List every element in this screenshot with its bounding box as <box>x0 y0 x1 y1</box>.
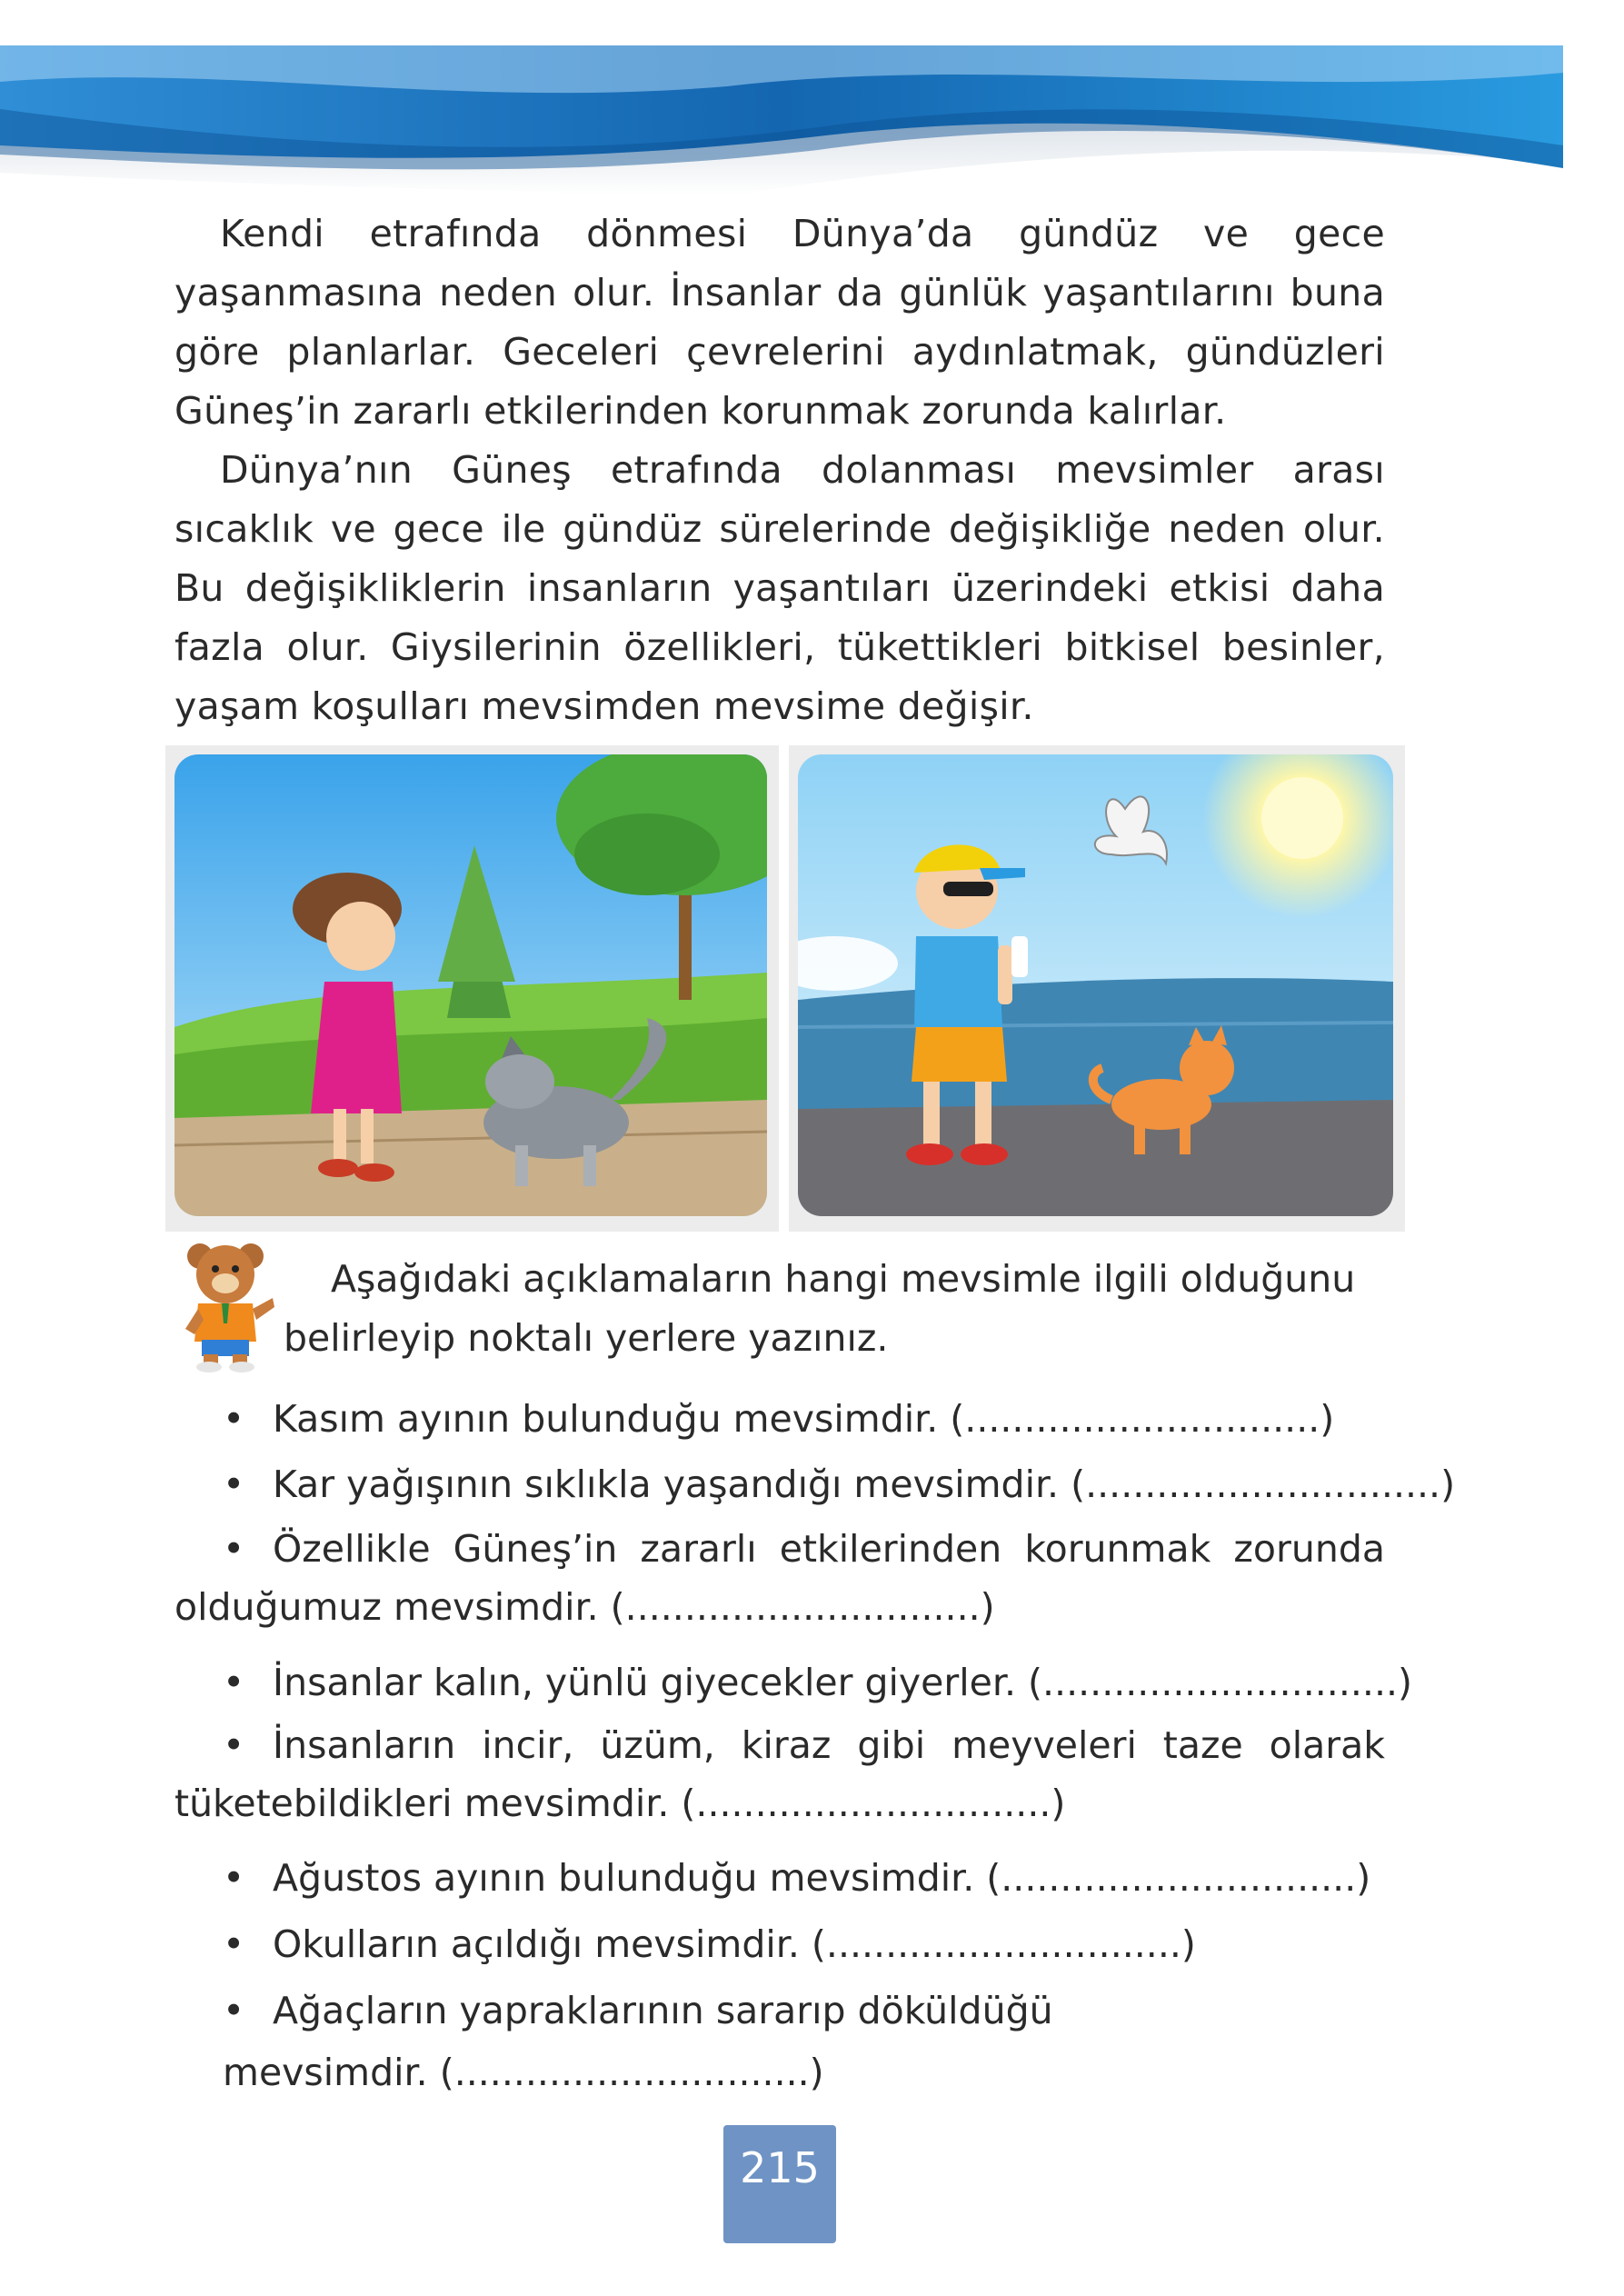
question-text: İnsanların incir, üzüm, kiraz gibi meyveleri taze olarak tüketebildikleri mevsimdir. (..............................) <box>174 1723 1385 1825</box>
page-number-badge <box>723 2125 836 2243</box>
question-text: Kar yağışının sıklıkla yaşandığı mevsimdir. (..............................) <box>273 1462 1456 1506</box>
question-item <box>223 1912 1196 1977</box>
bullet-icon: • <box>223 1922 245 1966</box>
question-text: Okulların açıldığı mevsimdir. (..............................) <box>273 1922 1196 1966</box>
paragraph-revolution <box>174 441 1385 736</box>
bullet-icon: • <box>223 1723 245 1767</box>
activity-instruction-text: Aşağıdaki açıklamaların hangi mevsimle ilgili olduğunu belirleyip noktalı yerlere yazınız. <box>284 1257 1356 1360</box>
question-item <box>174 1716 1385 1832</box>
question-item <box>223 1845 1370 1911</box>
question-text: İnsanlar kalın, yünlü giyecekler giyerler. (..............................) <box>273 1661 1413 1704</box>
bullet-icon: • <box>223 1989 245 2032</box>
question-text: Özellikle Güneş’in zararlı etkilerinden korunmak zorunda olduğumuz mevsimdir. (..............................) <box>174 1527 1385 1629</box>
bear-mascot-icon <box>174 1236 276 1373</box>
illustration-summer-frame <box>789 745 1405 1232</box>
bullet-icon: • <box>223 1462 245 1506</box>
page-number: 215 <box>740 2143 820 2192</box>
illustration-summer <box>798 754 1393 1216</box>
activity-instruction <box>284 1250 1388 1368</box>
bullet-icon: • <box>223 1856 245 1900</box>
question-item <box>223 1386 1334 1452</box>
bullet-icon: • <box>223 1397 245 1441</box>
question-text: Ağustos ayının bulunduğu mevsimdir. (..............................) <box>273 1856 1371 1900</box>
paragraph-rotation <box>174 205 1385 441</box>
illustration-autumn <box>174 754 767 1216</box>
question-text: Kasım ayının bulunduğu mevsimdir. (..............................) <box>273 1397 1335 1441</box>
header-wave-banner <box>0 0 1624 209</box>
question-item <box>223 1452 1455 1517</box>
bullet-icon: • <box>223 1661 245 1704</box>
bullet-icon: • <box>223 1527 245 1571</box>
question-text: Ağaçların yapraklarının sararıp döküldüğü mevsimdir. (..............................) <box>223 1989 1053 2094</box>
paragraph-rotation-text: Kendi etrafında dönmesi Dünya’da gündüz ve gece yaşanmasına neden olur. İnsanlar da günlük yaşantılarını buna göre planlarlar. Geceleri çevrelerini aydınlatmak, gündüzleri Güneş’in zararlı etkilerinden korunmak zorunda kalırlar. <box>174 212 1385 433</box>
illustration-autumn-frame <box>165 745 779 1232</box>
paragraph-revolution-text: Dünya’nın Güneş etrafında dolanması mevsimler arası sıcaklık ve gece ile gündüz sürelerinde değişikliğe neden olur. Bu değişikliklerin insanların yaşantıları üzerindeki etkisi daha fazla olur. Giysilerinin özellikleri, tükettikleri bitkisel besinler, yaşam koşulları mevsimden mevsime değişir. <box>174 448 1385 728</box>
question-item <box>223 1980 1240 2103</box>
question-item <box>174 1520 1385 1636</box>
question-item <box>223 1650 1412 1715</box>
